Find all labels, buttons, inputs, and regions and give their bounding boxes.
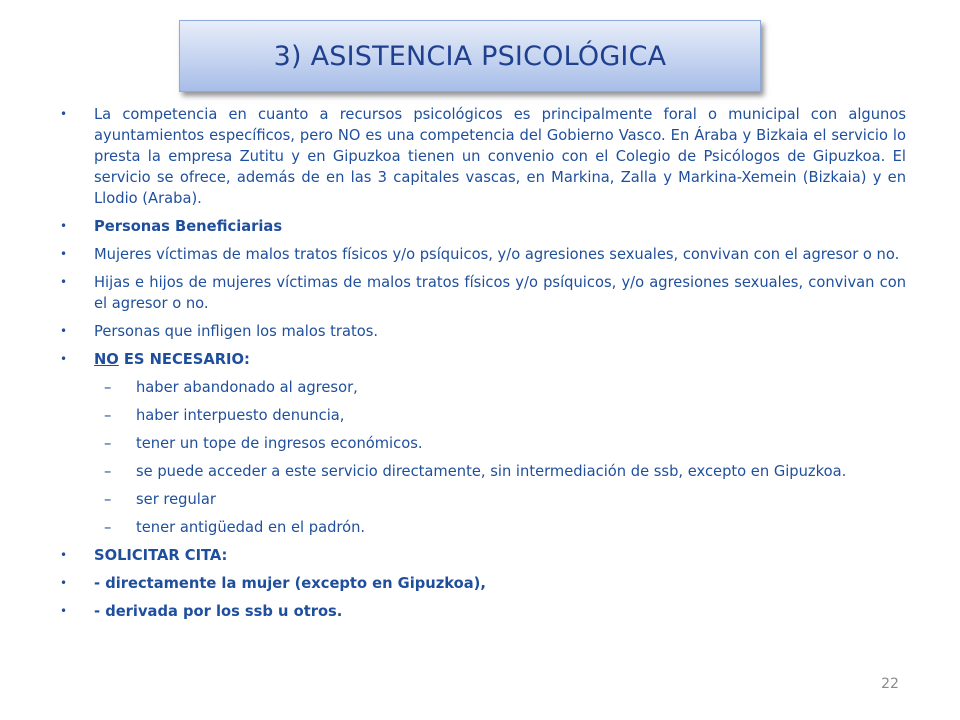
slide-content	[58, 104, 906, 629]
bullet-item-derivada-ssb	[58, 601, 906, 622]
bullet-text: Personas que infligen los malos tratos.	[94, 323, 379, 340]
sub-item-text: tener antigüedad en el padrón.	[136, 519, 366, 536]
bullet-icon: •	[60, 247, 68, 261]
bullet-text: - derivada por los ssb u otros.	[94, 603, 343, 620]
slide-title-box	[179, 20, 761, 92]
bullet-item-solicitar-cita	[58, 545, 906, 566]
bullet-text: - directamente la mujer (excepto en Gipuzkoa),	[94, 575, 486, 592]
bullet-text: ES NECESARIO:	[118, 351, 250, 368]
bullet-text: Hijas e hijos de mujeres víctimas de malos tratos físicos y/o psíquicos, y/o agresiones sexuales, convivan con el agresor o no.	[94, 274, 906, 312]
dash-icon: –	[104, 463, 112, 480]
bullet-icon: •	[60, 352, 68, 366]
bullet-icon: •	[60, 576, 68, 590]
bullet-item-personas-beneficiarias	[58, 216, 906, 237]
bullet-text: SOLICITAR CITA:	[94, 547, 228, 564]
sub-item-text: se puede acceder a este servicio directamente, sin intermediación de ssb, excepto en Gipuzkoa.	[136, 463, 847, 480]
sub-item-denuncia	[58, 405, 906, 426]
bullet-icon: •	[60, 604, 68, 618]
sub-item-text: haber interpuesto denuncia,	[136, 407, 345, 424]
bullet-icon: •	[60, 275, 68, 289]
sub-item-text: tener un tope de ingresos económicos.	[136, 435, 423, 452]
page-number: 22	[881, 676, 899, 692]
sub-item-acceso-directo	[58, 461, 906, 482]
bullet-item-no-es-necesario	[58, 349, 906, 370]
dash-icon: –	[104, 407, 112, 424]
bullet-icon: •	[60, 324, 68, 338]
sub-item-padron	[58, 517, 906, 538]
sub-item-text: haber abandonado al agresor,	[136, 379, 358, 396]
no-underlined-text: NO	[94, 351, 119, 368]
bullet-text: Mujeres víctimas de malos tratos físicos y/o psíquicos, y/o agresiones sexuales, convivan con el agresor o no.	[94, 246, 900, 263]
bullet-item-personas-que-infligen	[58, 321, 906, 342]
bullet-icon: •	[60, 219, 68, 233]
bullet-item-directamente-mujer	[58, 573, 906, 594]
dash-icon: –	[104, 435, 112, 452]
sub-item-abandonado	[58, 377, 906, 398]
sub-item-regular	[58, 489, 906, 510]
dash-icon: –	[104, 491, 112, 508]
bullet-item-competencia	[58, 104, 906, 209]
bullet-item-mujeres-victimas	[58, 244, 906, 265]
bullet-text: La competencia en cuanto a recursos psicológicos es principalmente foral o municipal con algunos ayuntamientos específicos, pero NO es una competencia del Gobierno Vasco. En Áraba y Bizkaia el servicio lo presta la empresa Zutitu y en Gipuzkoa tienen un convenio con el Colegio de Psicólogos de Gipuzkoa. El servicio se ofrece, además de en las 3 capitales vascas, en Markina, Zalla y Markina-Xemein (Bizkaia) y en Llodio (Araba).	[94, 106, 906, 207]
dash-icon: –	[104, 379, 112, 396]
slide-title: 3) ASISTENCIA PSICOLÓGICA	[273, 40, 667, 72]
bullet-icon: •	[60, 107, 68, 121]
bullet-item-hijas-hijos	[58, 272, 906, 314]
sub-item-ingresos	[58, 433, 906, 454]
dash-icon: –	[104, 519, 112, 536]
sub-item-text: ser regular	[136, 491, 216, 508]
bullet-icon: •	[60, 548, 68, 562]
bullet-text: Personas Beneficiarias	[94, 218, 283, 235]
